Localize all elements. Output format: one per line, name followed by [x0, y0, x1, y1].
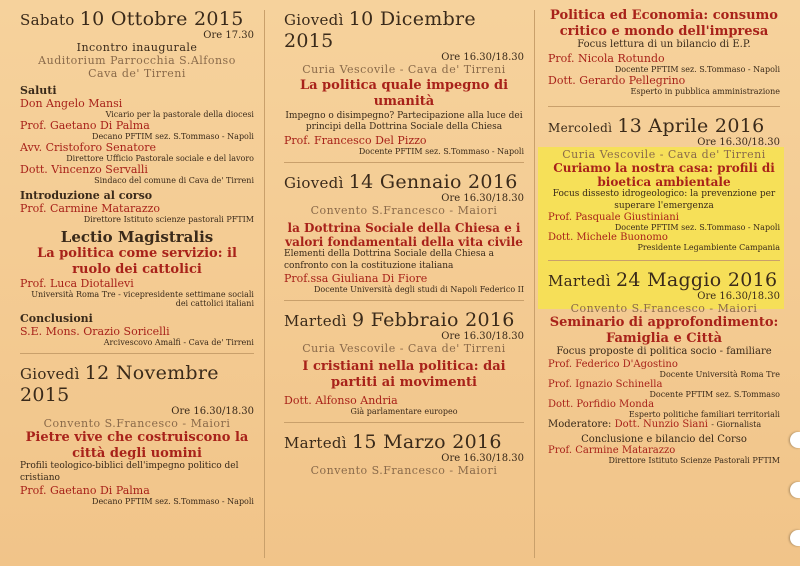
- event-date-10-ottobre: [20, 8, 254, 30]
- event-location: Auditorium Parrocchia S.Alfonso: [38, 54, 236, 67]
- intro-speaker-role: Direttore Istituto scienze pastorali PFTIM: [83, 215, 254, 224]
- event-day: Giovedì: [284, 11, 344, 29]
- scroll-nub-1[interactable]: [790, 432, 800, 448]
- conclusioni-speaker-name: S.E. Mons. Orazio Soricelli: [20, 325, 170, 339]
- event-date-15-marzo: [284, 431, 524, 453]
- conclusion-speaker-role: Direttore Istituto Scienze Pastorali PFTIM: [608, 455, 780, 465]
- saluti-heading: Saluti: [20, 84, 57, 97]
- event-date-12-novembre: [20, 362, 254, 406]
- speaker-role: Docente Università degli studi di Napoli Federico II: [314, 284, 524, 294]
- speaker-role: Esperto politiche familiari territoriali: [628, 409, 780, 419]
- speaker-role: Vicario per la pastorale della diocesi: [105, 110, 254, 119]
- event-date: 13 Aprile 2016: [617, 114, 765, 137]
- conclusioni-speaker-role: Arcivescovo Amalfi - Cava de' Tirreni: [103, 338, 254, 348]
- event-location: Curia Vescovile - Cava de' Tirreni: [302, 341, 506, 355]
- event-day: Martedì: [548, 271, 611, 290]
- event-time: Ore 16.30/18.30: [441, 52, 524, 63]
- conclusion-speaker-name: Prof. Carmine Matarazzo: [548, 444, 676, 456]
- speaker-name: Avv. Cristoforo Senatore: [20, 141, 157, 154]
- event-location: Convento S.Francesco - Maiori: [43, 417, 231, 431]
- event-focus: Focus lettura di un bilancio di E.P.: [577, 39, 751, 51]
- event-date-13-aprile: [548, 115, 780, 137]
- event-location: Convento S.Francesco - Maiori: [570, 301, 758, 315]
- speaker-name: Dott. Gerardo Pellegrino: [548, 73, 686, 87]
- event-time: Ore 16.30/18.30: [171, 406, 254, 418]
- event-description: Profili teologico-biblici dell'impegno politico del cristiano: [20, 461, 239, 483]
- speaker-role: Sindaco del comune di Cava de' Tirreni: [94, 176, 254, 185]
- event-date-24-maggio: [548, 269, 780, 291]
- column-2: [264, 0, 534, 566]
- divider: [284, 162, 524, 163]
- moderator-role: - Giornalista: [711, 419, 762, 429]
- event-date: 12 Novembre 2015: [20, 362, 219, 407]
- event-date: 14 Gennaio 2016: [348, 170, 518, 193]
- speaker-name: Dott. Alfonso Andria: [284, 394, 398, 408]
- event-date-14-gennaio: [284, 171, 524, 193]
- event-date-9-febbraio: [284, 309, 524, 331]
- scroll-nub-3[interactable]: [790, 530, 800, 546]
- speaker-role: Presidente Legambiente Campania: [637, 242, 780, 252]
- speaker-role: Docente Università Roma Tre: [659, 369, 780, 379]
- event-day: Martedì: [284, 311, 347, 330]
- intro-speaker-name: Prof. Carmine Matarazzo: [20, 202, 161, 215]
- column-3: [534, 0, 800, 566]
- lectio-speaker-role-cont: dei cattolici italiani: [175, 299, 254, 309]
- event-location: Curia Vescovile - Cava de' Tirreni: [562, 147, 766, 161]
- speaker-name: Prof.ssa Giuliana Di Fiore: [284, 271, 428, 285]
- divider: [284, 300, 524, 301]
- event-title: Seminario di approfondimento: Famiglia e Città: [549, 314, 779, 346]
- speaker-name: Dott. Porfidio Monda: [548, 398, 655, 410]
- lectio-heading: Lectio Magistralis: [60, 228, 214, 246]
- speaker-name: Dott. Vincenzo Servalli: [20, 163, 148, 176]
- event-time: Ore 16.30/18.30: [697, 136, 780, 148]
- speaker-role: Docente PFTIM sez. S.Tommaso - Napoli: [614, 222, 780, 232]
- lectio-title: La politica come servizio: il ruolo dei cattolici: [37, 246, 237, 277]
- speaker-name: Prof. Federico D'Agostino: [548, 358, 678, 370]
- event-day: Giovedì: [20, 365, 80, 384]
- event-title: La politica quale impegno di umanità: [299, 78, 509, 109]
- moderator-name: Dott. Nunzio Siani: [614, 418, 709, 430]
- conclusion-heading: Conclusione e bilancio del Corso: [581, 433, 747, 445]
- event-date: 15 Marzo 2016: [351, 431, 502, 454]
- speaker-name: Prof. Pasquale Giustiniani: [548, 211, 679, 223]
- event-13-aprile: [548, 115, 780, 252]
- column-1: [0, 0, 264, 566]
- speaker-name: Dott. Michele Buonomo: [548, 231, 668, 243]
- event-location: Curia Vescovile - Cava de' Tirreni: [302, 63, 506, 76]
- event-focus: Focus proposte di politica socio - familiare: [556, 346, 772, 358]
- lectio-speaker-role: Università Roma Tre - vicepresidente settimane sociali: [31, 290, 254, 300]
- event-date: 9 Febbraio 2016: [351, 308, 515, 331]
- speaker-role: Docente PFTIM sez. S.Tommaso - Napoli: [358, 146, 524, 156]
- event-subtitle: Incontro inaugurale: [76, 41, 198, 54]
- event-description: Focus dissesto idrogeologico: la prevenzione per superare l'emergenza: [552, 189, 776, 211]
- divider: [284, 422, 524, 423]
- divider: [20, 353, 254, 354]
- speaker-role: Decano PFTIM sez. S.Tommaso - Napoli: [92, 132, 254, 141]
- event-date: 10 Ottobre 2015: [79, 8, 244, 30]
- lectio-speaker-name: Prof. Luca Diotallevi: [20, 277, 134, 291]
- scroll-nub-2[interactable]: [790, 482, 800, 498]
- event-location: Convento S.Francesco - Maiori: [310, 464, 498, 478]
- speaker-role: Già parlamentare europeo: [350, 407, 458, 417]
- speaker-role: Docente PFTIM sez. S.Tommaso: [649, 389, 780, 399]
- event-title: la Dottrina Sociale della Chiesa e i valori fondamentali della vita civile: [285, 220, 523, 250]
- speaker-name: Prof. Nicola Rotundo: [548, 51, 665, 65]
- event-description: Impegno o disimpegno? Partecipazione alla luce dei principi della Dottrina Sociale della Chiesa: [285, 111, 523, 133]
- event-title: Curiamo la nostra casa: profili di bioetica ambientale: [553, 160, 775, 190]
- event-day: Sabato: [20, 11, 75, 29]
- speaker-role: Decano PFTIM sez. S.Tommaso - Napoli: [92, 496, 254, 506]
- event-title-politica-economia: Politica ed Economia: consumo critico e mondo dell'impresa: [550, 8, 778, 39]
- event-date-10-dicembre: [284, 8, 524, 52]
- event-day: Martedì: [284, 434, 347, 453]
- saluti-list: [20, 97, 254, 185]
- moderator-line: [548, 419, 780, 430]
- event-time: Ore 16.30/18.30: [697, 290, 780, 302]
- event-time: Ore 16.30/18.30: [441, 192, 524, 204]
- speaker-role: Direttore Ufficio Pastorale sociale e del lavoro: [66, 154, 254, 163]
- event-time: Ore 16.30/18.30: [441, 453, 524, 465]
- event-date: 24 Maggio 2016: [615, 268, 778, 291]
- divider: [548, 106, 780, 107]
- speaker-name: Prof. Gaetano Di Palma: [20, 119, 150, 132]
- event-city: Cava de' Tirreni: [88, 67, 186, 80]
- event-time: Ore 16.30/18.30: [441, 330, 524, 342]
- speaker-name: Prof. Gaetano Di Palma: [20, 483, 150, 497]
- conclusioni-heading: Conclusioni: [20, 312, 93, 326]
- speaker-role: Esperto in pubblica amministrazione: [630, 86, 780, 96]
- event-time: Ore 17.30: [203, 30, 254, 41]
- event-location: Convento S.Francesco - Maiori: [310, 203, 498, 217]
- speaker-role: Docente PFTIM sez. S.Tommaso - Napoli: [614, 64, 780, 74]
- event-description: Elementi della Dottrina Sociale della Chiesa a confronto con la costituzione italiana: [284, 249, 495, 271]
- event-date: 10 Dicembre 2015: [284, 8, 476, 52]
- event-day: Giovedì: [284, 173, 344, 192]
- event-day: Mercoledì: [548, 120, 613, 135]
- event-title: I cristiani nella politica: dai partiti ai movimenti: [302, 358, 506, 390]
- speaker-name: Don Angelo Mansi: [20, 97, 123, 110]
- intro-heading: Introduzione al corso: [20, 189, 153, 202]
- moderator-label: Moderatore:: [548, 418, 612, 430]
- divider: [548, 260, 780, 261]
- speaker-name: Prof. Ignazio Schinella: [548, 378, 663, 390]
- event-title: Pietre vive che costruiscono la città degli uomini: [25, 430, 249, 461]
- speaker-name: Prof. Francesco Del Pizzo: [284, 133, 427, 147]
